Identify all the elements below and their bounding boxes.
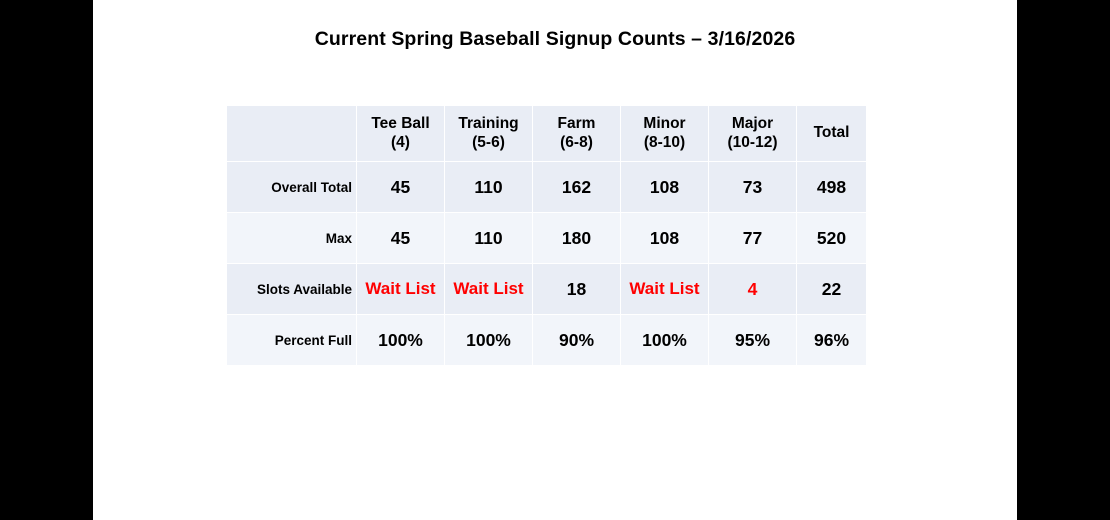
column-header-age: (8-10) [643,133,686,151]
cell-percent-full-major: 95% [709,315,797,366]
cell-percent-full-minor: 100% [621,315,709,366]
slide-canvas [93,0,1017,520]
column-header-age: (10-12) [727,133,778,151]
column-header-name: Tee Ball [371,115,430,133]
cell-slots-available-total: 22 [797,264,867,315]
row-label-slots-available: Slots Available [227,264,357,315]
cell-overall-total-total: 498 [797,162,867,213]
page-title: Current Spring Baseball Signup Counts – 3/16/2026 [314,28,796,50]
cell-max-total: 520 [797,213,867,264]
cell-percent-full-tee-ball: 100% [357,315,445,366]
cell-slots-available-farm: 18 [533,264,621,315]
signup-counts-table-container [226,105,864,366]
column-header-name: Training [458,115,519,133]
cell-max-tee-ball: 45 [357,213,445,264]
cell-percent-full-farm: 90% [533,315,621,366]
row-label-percent-full: Percent Full [227,315,357,366]
cell-overall-total-minor: 108 [621,162,709,213]
cell-slots-available-major: 4 [709,264,797,315]
cell-max-minor: 108 [621,213,709,264]
column-header-age: (6-8) [560,133,593,151]
cell-slots-available-training: Wait List [445,264,533,315]
cell-overall-total-farm: 162 [533,162,621,213]
column-header-total [797,106,867,162]
cell-overall-total-training: 110 [445,162,533,213]
row-label-max: Max [227,213,357,264]
column-header-name: Farm [557,115,596,133]
column-header-farm [533,106,621,162]
table-row [227,162,867,213]
column-header-major [709,106,797,162]
column-header-training [445,106,533,162]
cell-max-training: 110 [445,213,533,264]
cell-slots-available-minor: Wait List [621,264,709,315]
cell-overall-total-major: 73 [709,162,797,213]
cell-slots-available-tee-ball: Wait List [357,264,445,315]
column-header-name: Major [731,115,774,133]
table-corner-cell [227,106,357,162]
cell-percent-full-total: 96% [797,315,867,366]
signup-counts-table [226,105,867,366]
table-row [227,213,867,264]
table-row [227,315,867,366]
cell-overall-total-tee-ball: 45 [357,162,445,213]
column-header-tee-ball [357,106,445,162]
cell-max-major: 77 [709,213,797,264]
table-header-row [227,106,867,162]
table-row [227,264,867,315]
column-header-age: (5-6) [472,133,505,151]
column-header-name: Total [813,124,850,142]
cell-max-farm: 180 [533,213,621,264]
cell-percent-full-training: 100% [445,315,533,366]
column-header-name: Minor [643,115,686,133]
column-header-age: (4) [391,133,410,151]
row-label-overall-total: Overall Total [227,162,357,213]
column-header-minor [621,106,709,162]
